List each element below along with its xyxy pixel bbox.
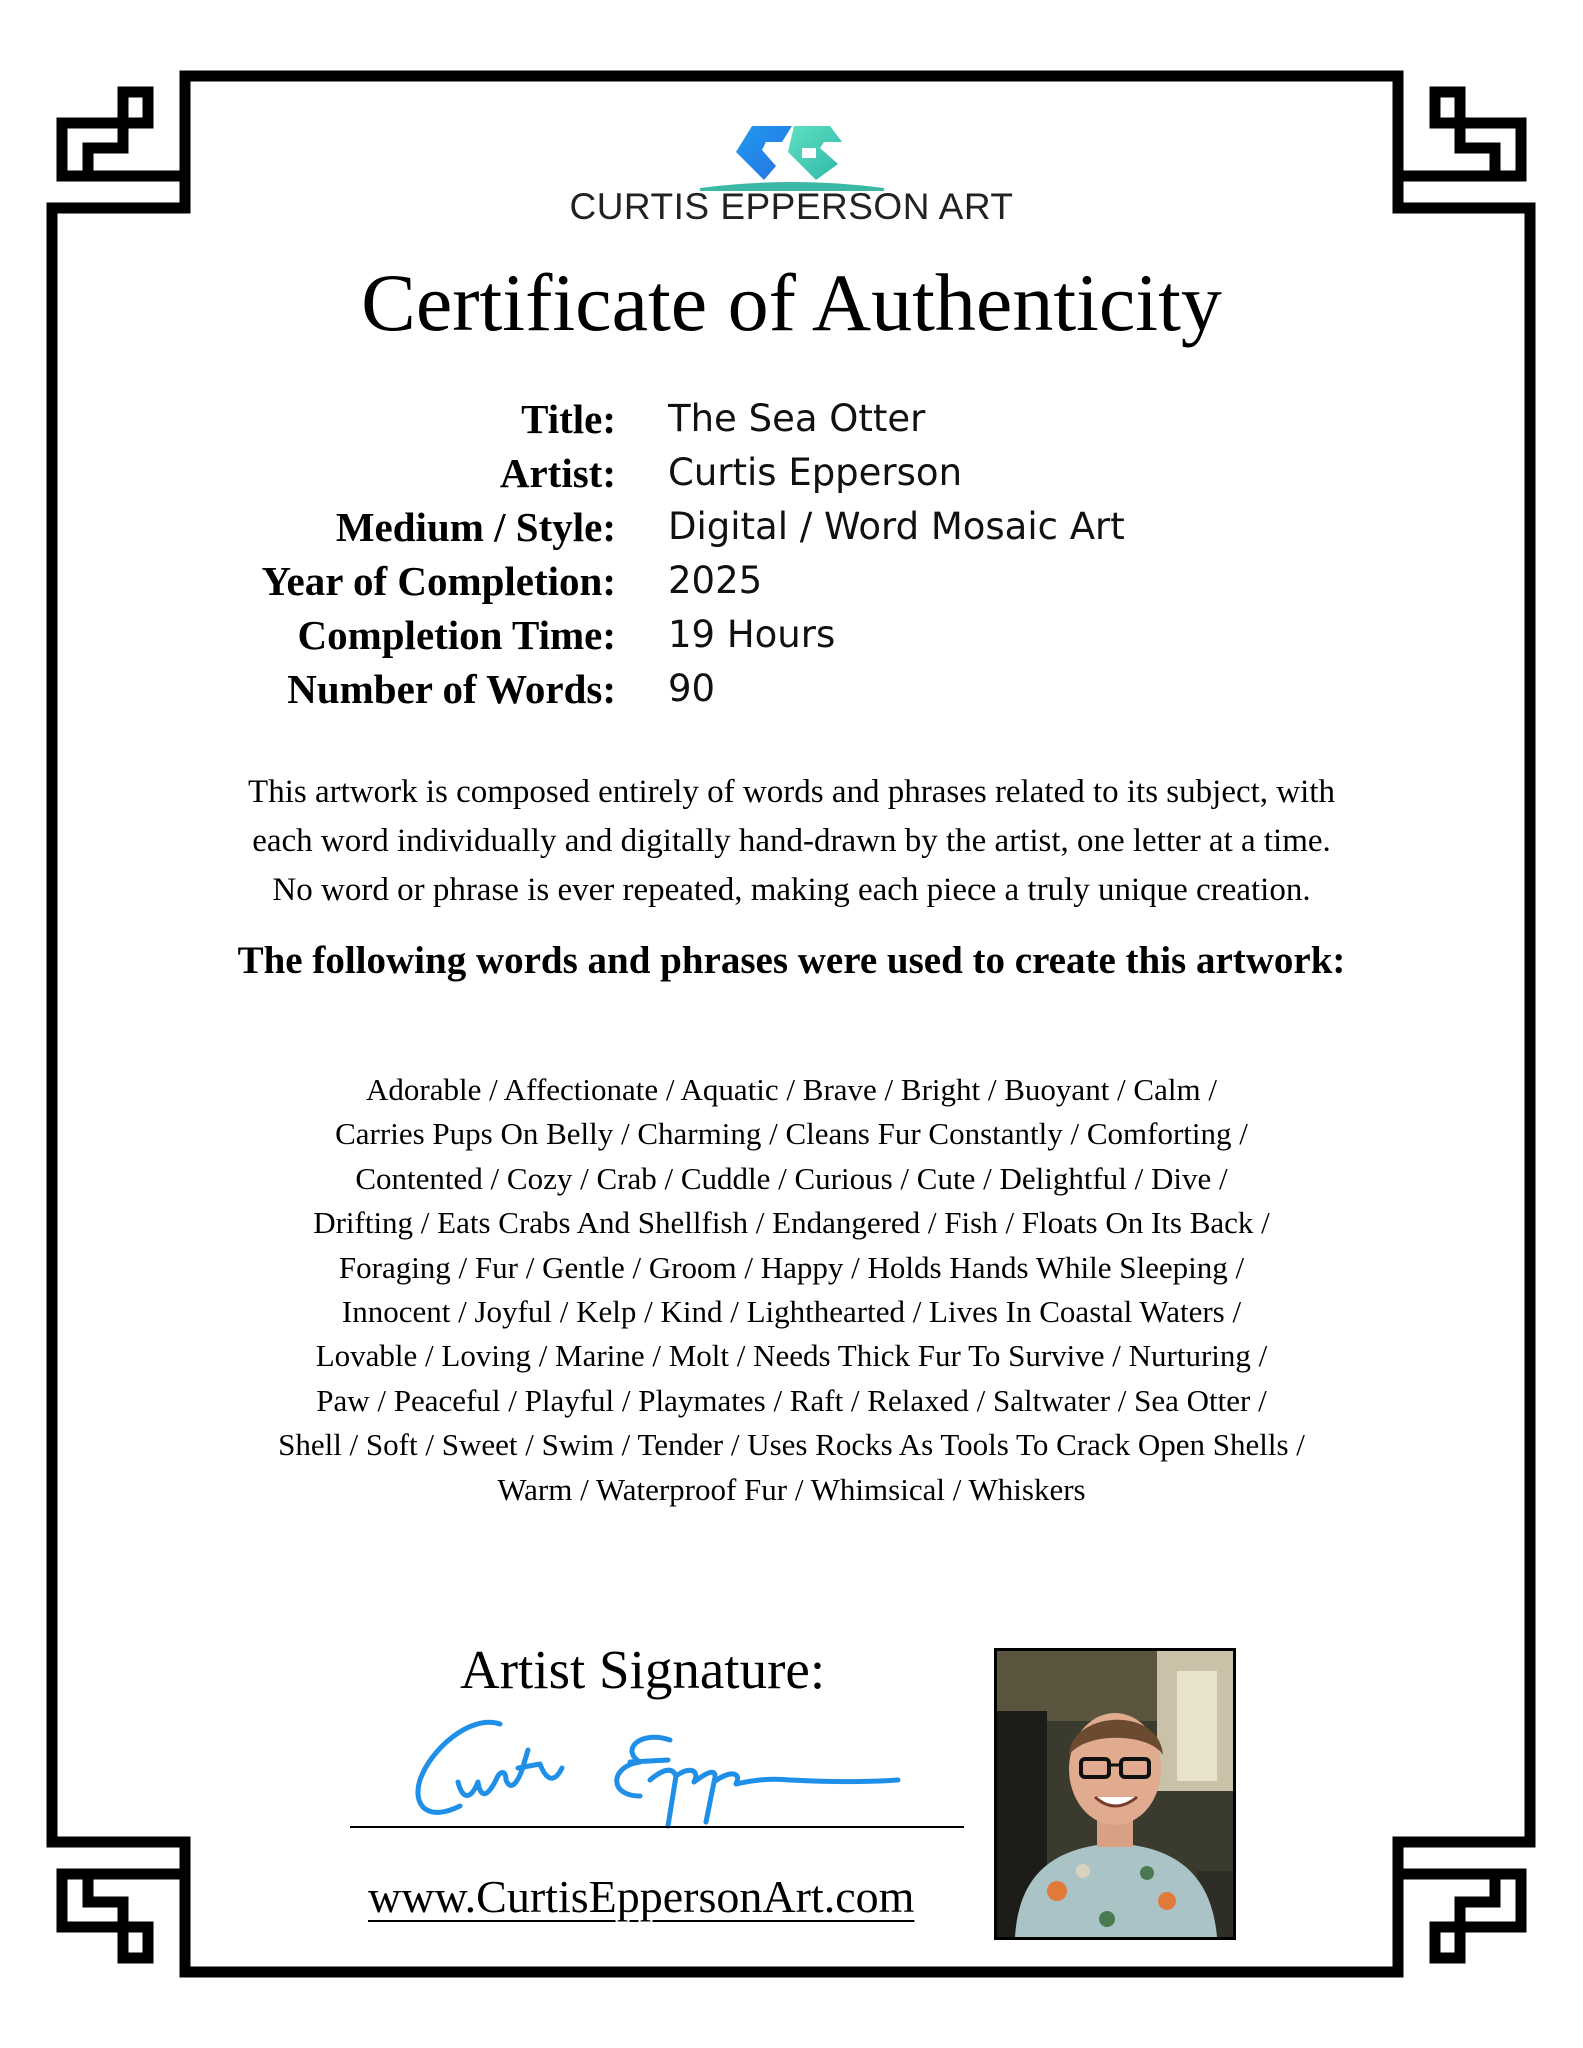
field-label: Medium / Style: — [335, 504, 616, 550]
description-line: each word individually and digitally hand-drawn by the artist, one letter at a time. — [252, 823, 1331, 859]
field-artist — [0, 446, 1583, 500]
field-value: Curtis Epperson — [668, 451, 963, 494]
field-label: Number of Words: — [287, 666, 616, 712]
field-value: Digital / Word Mosaic Art — [668, 505, 1125, 548]
handwritten-signature — [350, 1710, 910, 1830]
website-link[interactable]: www.CurtisEppersonArt.com — [368, 1871, 915, 1922]
page-title: Certificate of Authenticity — [361, 257, 1222, 348]
word-list-line: Adorable / Affectionate / Aquatic / Brave / Bright / Buoyant / Calm / — [366, 1072, 1217, 1107]
description-line: This artwork is composed entirely of words and phrases related to its subject, with — [248, 774, 1335, 810]
field-word-count — [0, 662, 1583, 716]
word-list — [0, 1068, 1583, 1512]
word-list-line: Contented / Cozy / Crab / Cuddle / Curious / Cute / Delightful / Dive / — [355, 1160, 1228, 1196]
field-medium-style — [0, 500, 1583, 554]
field-title — [0, 392, 1583, 446]
field-value: 2025 — [668, 559, 763, 602]
word-list-line: Lovable / Loving / Marine / Molt / Needs Thick Fur To Survive / Nurturing / — [315, 1338, 1268, 1374]
field-completion-time — [0, 608, 1583, 662]
signature-line — [350, 1826, 964, 1828]
field-label: Artist: — [499, 450, 616, 496]
brand-name: CURTIS EPPERSON ART — [569, 186, 1014, 227]
ce-monogram-logo-icon — [692, 118, 892, 194]
field-value: The Sea Otter — [668, 397, 926, 440]
field-label: Completion Time: — [297, 612, 616, 658]
field-value: 90 — [668, 667, 716, 710]
word-list-line: Shell / Soft / Sweet / Swim / Tender / Uses Rocks As Tools To Crack Open Shells / — [278, 1427, 1305, 1463]
word-list-line: Carries Pups On Belly / Charming / Cleans Fur Constantly / Comforting / — [335, 1116, 1248, 1152]
signature-label: Artist Signature: — [460, 1639, 826, 1700]
word-list-line: Paw / Peaceful / Playful / Playmates / Raft / Relaxed / Saltwater / Sea Otter / — [316, 1382, 1267, 1418]
artist-photo — [994, 1648, 1236, 1940]
corner-ornament-bottom-right — [1398, 1842, 1521, 1958]
description-line: No word or phrase is ever repeated, making each piece a truly unique creation. — [272, 872, 1311, 908]
corner-ornament-bottom-left — [62, 1842, 185, 1958]
field-label: Year of Completion: — [261, 558, 616, 604]
word-list-line: Drifting / Eats Crabs And Shellfish / Endangered / Fish / Floats On Its Back / — [313, 1205, 1270, 1241]
field-year — [0, 554, 1583, 608]
words-heading: The following words and phrases were used to create this artwork: — [237, 939, 1346, 982]
artist-portrait-photo-icon — [997, 1651, 1233, 1937]
word-list-line: Foraging / Fur / Gentle / Groom / Happy / Holds Hands While Sleeping / — [338, 1249, 1245, 1285]
brand-logo — [0, 118, 1583, 194]
word-list-line: Innocent / Joyful / Kelp / Kind / Lighthearted / Lives In Coastal Waters / — [341, 1294, 1242, 1330]
field-value: 19 Hours — [668, 613, 836, 656]
field-label: Title: — [521, 396, 616, 442]
description-paragraph — [0, 768, 1583, 915]
word-list-line: Warm / Waterproof Fur / Whimsical / Whiskers — [497, 1471, 1086, 1507]
